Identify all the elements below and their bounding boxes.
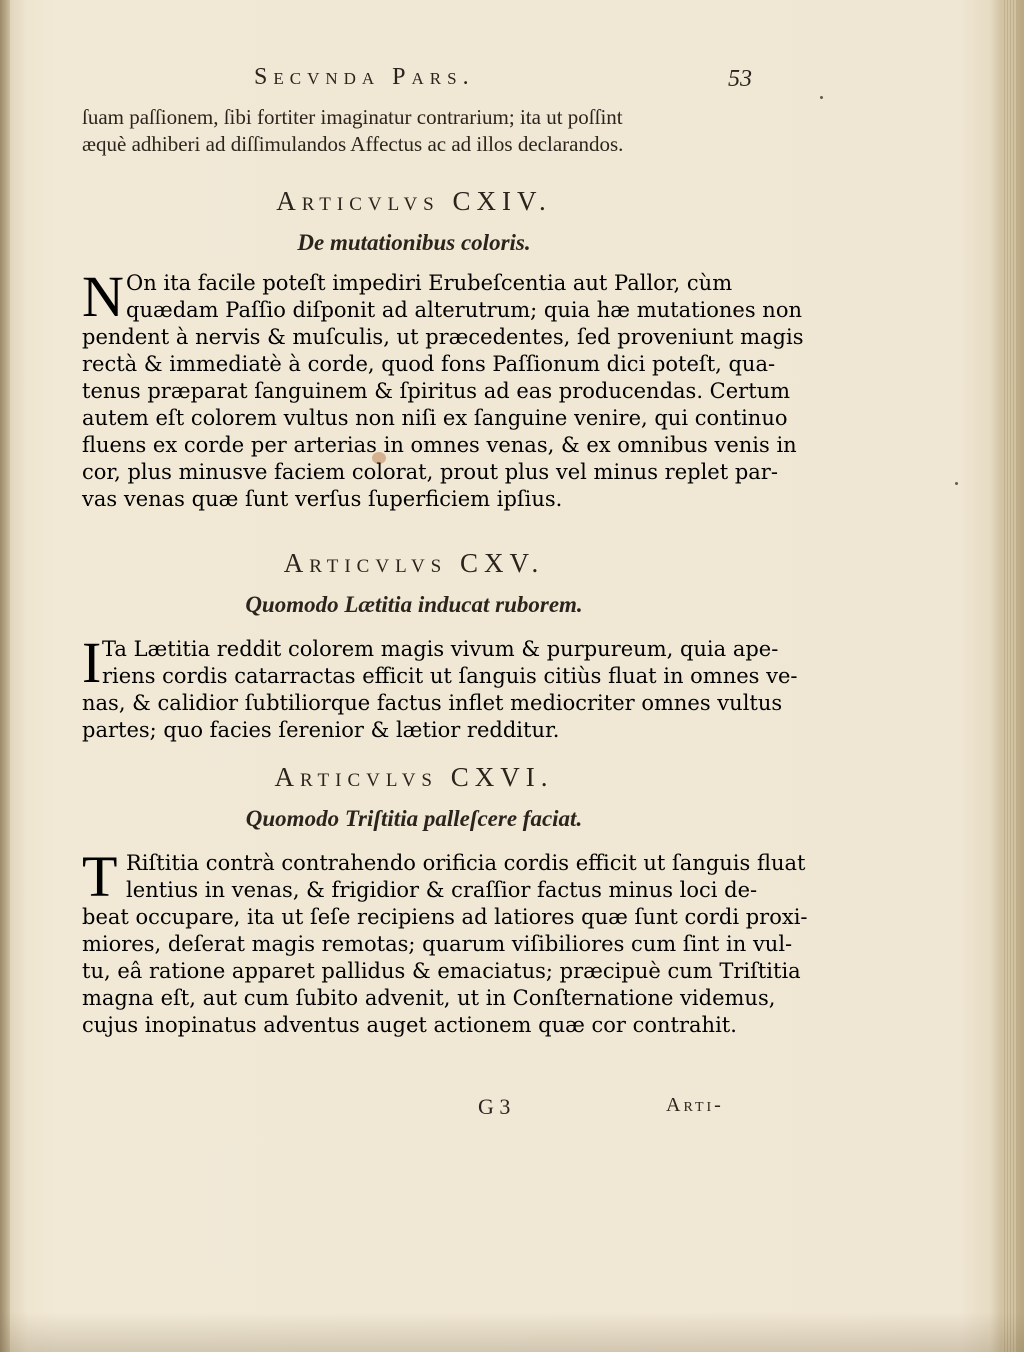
text-line: partes; quo facies ſerenior & lætior redditur. — [82, 718, 560, 742]
text-line: beat occupare, ita ut ſeſe recipiens ad latiores quæ ſunt cordi proxi- — [82, 905, 808, 929]
text-line: magna eſt, aut cum ſubito advenit, ut in Conſternatione videmus, — [82, 986, 776, 1010]
article-heading: Articvlvs CXV. — [283, 548, 545, 578]
text-line: vas venas quæ ſunt verſus ſuperficiem ipſius. — [82, 487, 563, 511]
text-line: nas, & calidior ſubtiliorque factus inflet mediocriter omnes vultus — [82, 691, 783, 715]
signature-mark: G 3 — [478, 1094, 511, 1119]
text-line: quædam Paſſio diſponit ad alterutrum; quia hæ mutationes non — [126, 298, 802, 322]
page-edges — [1002, 0, 1016, 1352]
drop-cap: I — [82, 630, 102, 695]
binding-gutter — [0, 0, 10, 1352]
running-head — [82, 64, 752, 100]
text-line: Ta Lætitia reddit colorem magis vivum & purpureum, quia ape- — [102, 637, 779, 661]
continued-paragraph — [82, 104, 746, 158]
text-line: lentius in venas, & frigidior & craſſior factus minus loci de- — [126, 878, 758, 902]
text-line: cujus inopinatus adventus auget actionem quæ cor contrahit. — [82, 1013, 737, 1037]
article-subtitle: Quomodo Triſtitia palleſcere faciat. — [245, 806, 583, 831]
text-line: ſuam paſſionem, ſibi fortiter imaginatur contrarium; ita ut poſſint — [82, 105, 623, 129]
article-body — [82, 264, 804, 513]
running-head-title: Secvnda Pars. — [254, 64, 475, 90]
foxing-spot — [820, 96, 823, 99]
article-subtitle: Quomodo Lætitia inducat ruborem. — [245, 592, 583, 617]
article-heading: Articvlvs CXIV. — [276, 186, 552, 216]
catchword: Arti- — [666, 1094, 724, 1116]
text-line: tenus præparat ſanguinem & ſpiritus ad eas producendas. Certum — [82, 379, 791, 403]
text-line: autem eſt colorem vultus non niſi ex ſanguine venire, qui continuo — [82, 406, 788, 430]
foxing-spot — [955, 482, 958, 485]
text-line: pendent à nervis & muſculis, ut præcedentes, ſed proveniunt magis — [82, 325, 804, 349]
drop-cap: N — [82, 264, 124, 329]
text-line: æquè adhiberi ad diſſimulandos Affectus ac ad illos declarandos. — [82, 132, 624, 156]
article-heading: Articvlvs CXVI. — [274, 762, 554, 792]
text-line: riens cordis catarractas efficit ut ſanguis citiùs fluat in omnes ve- — [102, 664, 798, 688]
page-shadow — [0, 1312, 1024, 1352]
article-body — [82, 844, 808, 1039]
text-line: rectà & immediatè à corde, quod fons Paſſionum dici poteſt, qua- — [82, 352, 776, 376]
article-subtitle: De mutationibus coloris. — [297, 230, 531, 255]
drop-cap: T — [82, 844, 118, 909]
text-line: On ita facile poteſt impediri Erubeſcentia aut Pallor, cùm — [126, 271, 733, 295]
text-line: tu, eâ ratione apparet pallidus & emaciatus; præcipuè cum Triſtitia — [82, 959, 801, 983]
text-line: miores, deſerat magis remotas; quarum viſibiliores cum ſint in vul- — [82, 932, 793, 956]
text-line: cor, plus minusve faciem colorat, prout plus vel minus replet par- — [82, 460, 778, 484]
text-line: fluens ex corde per arterias in omnes venas, & ex omnibus venis in — [82, 433, 797, 457]
text-line: Riſtitia contrà contrahendo orificia cordis efficit ut ſanguis fluat — [126, 851, 806, 875]
article-body — [82, 630, 798, 744]
page-number: 53 — [728, 66, 752, 92]
page-footer — [82, 1094, 746, 1124]
